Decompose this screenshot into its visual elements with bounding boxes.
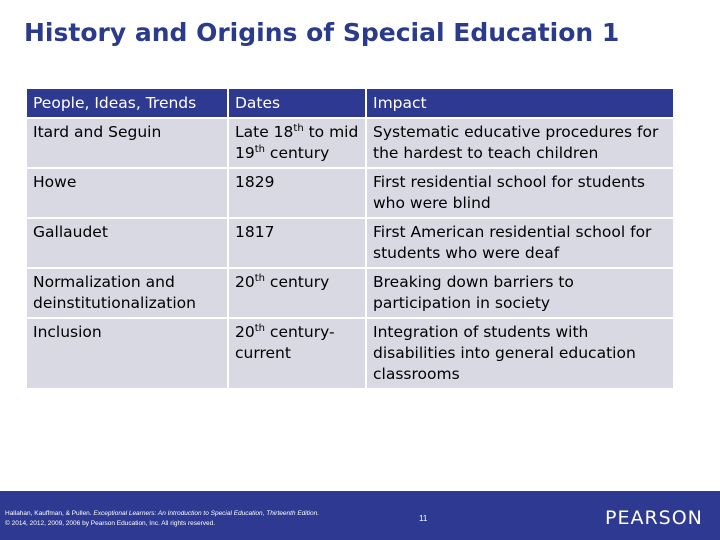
cell-date: 1817 bbox=[228, 218, 366, 268]
copyright-notice: © 2014, 2012, 2009, 2006 by Pearson Education, Inc. All rights reserved. bbox=[5, 520, 216, 527]
cell-who: Inclusion bbox=[26, 318, 228, 389]
cell-impact: Systematic educative procedures for the hardest to teach children bbox=[366, 118, 674, 168]
table-row bbox=[26, 218, 674, 268]
cell-date: 1829 bbox=[228, 168, 366, 218]
cell-impact: First American residential school for students who were deaf bbox=[366, 218, 674, 268]
cell-impact: First residential school for students who were blind bbox=[366, 168, 674, 218]
citation bbox=[5, 509, 319, 529]
table-header-row bbox=[26, 88, 674, 118]
header-dates: Dates bbox=[228, 88, 366, 118]
pearson-logo: PEARSON bbox=[605, 507, 703, 529]
slide-title: History and Origins of Special Education 1 bbox=[24, 18, 620, 47]
page-number: 11 bbox=[419, 514, 428, 523]
cell-date: 20th century bbox=[228, 268, 366, 318]
table-row bbox=[26, 168, 674, 218]
header-people-ideas-trends: People, Ideas, Trends bbox=[26, 88, 228, 118]
table-row bbox=[26, 118, 674, 168]
cell-impact: Breaking down barriers to participation in society bbox=[366, 268, 674, 318]
cell-who: Normalization and deinstitutionalization bbox=[26, 268, 228, 318]
cell-who: Itard and Seguin bbox=[26, 118, 228, 168]
cell-who: Gallaudet bbox=[26, 218, 228, 268]
citation-book: Exceptional Learners: An Introduction to Special Education, Thirteenth Edition. bbox=[93, 510, 320, 517]
table-row bbox=[26, 268, 674, 318]
table-row bbox=[26, 318, 674, 389]
citation-authors: Hallahan, Kauffman, & Pullen. bbox=[5, 510, 94, 517]
cell-date: 20th century- current bbox=[228, 318, 366, 389]
cell-impact: Integration of students with disabilities into general education classrooms bbox=[366, 318, 674, 389]
cell-who: Howe bbox=[26, 168, 228, 218]
cell-date: Late 18th to mid 19th century bbox=[228, 118, 366, 168]
header-impact: Impact bbox=[366, 88, 674, 118]
history-table bbox=[25, 87, 675, 390]
